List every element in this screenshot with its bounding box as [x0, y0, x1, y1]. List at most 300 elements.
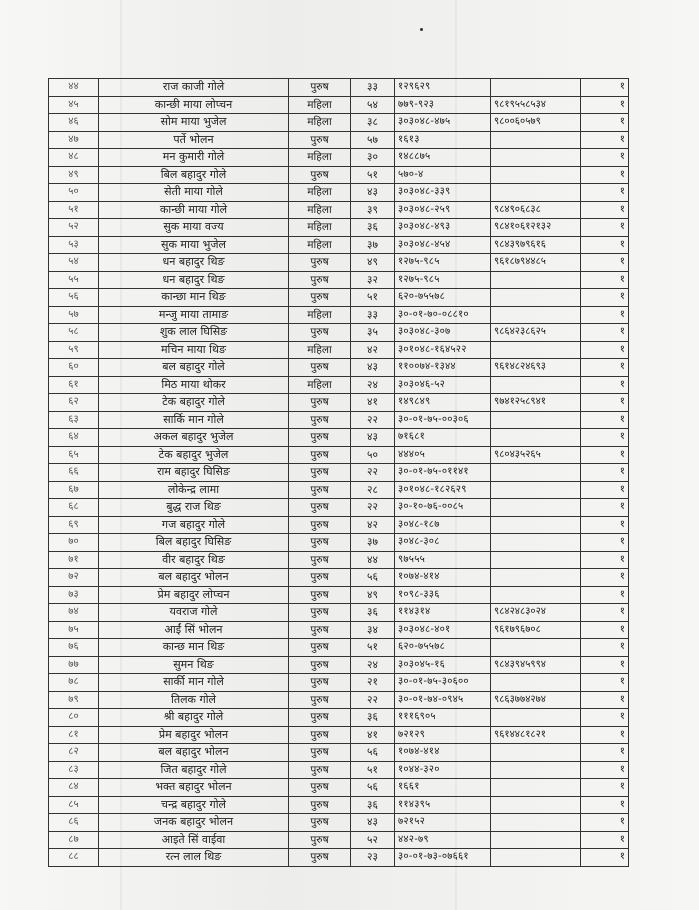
phone-number-cell: ९६१४८२४६९३ [491, 359, 581, 377]
serial-number-cell: ५७ [49, 306, 99, 324]
citizenship-number-cell: ३०३०४८-४९३ [395, 219, 491, 237]
table-row [49, 324, 629, 342]
phone-number-cell [491, 744, 581, 762]
name-cell: सुक माया भुजेल [99, 236, 289, 254]
serial-number-cell: ५३ [49, 236, 99, 254]
age-cell: ५१ [351, 639, 395, 657]
name-cell: कान्छी माया लोप्चन [99, 96, 289, 114]
age-cell: ४३ [351, 359, 395, 377]
gender-cell: पुरुष [289, 691, 351, 709]
serial-number-cell: ७६ [49, 639, 99, 657]
count-cell: १ [581, 691, 629, 709]
phone-number-cell [491, 79, 581, 97]
count-cell: १ [581, 849, 629, 867]
phone-number-cell: ९८४२४८३०२४ [491, 604, 581, 622]
citizenship-number-cell: ९७५५५ [395, 551, 491, 569]
table-row [49, 446, 629, 464]
count-cell: १ [581, 359, 629, 377]
table-row [49, 394, 629, 412]
phone-number-cell [491, 131, 581, 149]
table-row [49, 289, 629, 307]
phone-number-cell: ९८६३७७४२७४ [491, 691, 581, 709]
count-cell: १ [581, 254, 629, 272]
table-row [49, 359, 629, 377]
serial-number-cell: ७३ [49, 586, 99, 604]
serial-number-cell: ८० [49, 709, 99, 727]
citizenship-number-cell: ४४४०५ [395, 446, 491, 464]
name-cell: कान्छा मान थिङ [99, 289, 289, 307]
citizenship-number-cell: ३०३०४६-५२ [395, 376, 491, 394]
count-cell: १ [581, 184, 629, 202]
count-cell: १ [581, 656, 629, 674]
count-cell: १ [581, 744, 629, 762]
serial-number-cell: ५८ [49, 324, 99, 342]
name-cell: पर्ते भोलन [99, 131, 289, 149]
count-cell: १ [581, 376, 629, 394]
phone-number-cell [491, 761, 581, 779]
count-cell: १ [581, 79, 629, 97]
phone-number-cell [491, 464, 581, 482]
age-cell: ५४ [351, 96, 395, 114]
citizenship-number-cell: ३०-०१-७३-०७६६१ [395, 849, 491, 867]
age-cell: ५६ [351, 779, 395, 797]
serial-number-cell: ७८ [49, 674, 99, 692]
name-cell: यवराज गोले [99, 604, 289, 622]
count-cell: १ [581, 394, 629, 412]
gender-cell: पुरुष [289, 761, 351, 779]
citizenship-number-cell: ३०३०४८-४७५ [395, 114, 491, 132]
gender-cell: महिला [289, 201, 351, 219]
phone-number-cell: ९८०४३५२६५ [491, 446, 581, 464]
name-cell: सार्कि मान गोले [99, 411, 289, 429]
count-cell: १ [581, 621, 629, 639]
gender-cell: पुरुष [289, 394, 351, 412]
phone-number-cell [491, 814, 581, 832]
age-cell: ३८ [351, 114, 395, 132]
serial-number-cell: ४६ [49, 114, 99, 132]
gender-cell: महिला [289, 96, 351, 114]
serial-number-cell: ५२ [49, 219, 99, 237]
count-cell: १ [581, 569, 629, 587]
table-row [49, 744, 629, 762]
table-row [49, 534, 629, 552]
name-cell: तिलक गोले [99, 691, 289, 709]
serial-number-cell: ५१ [49, 201, 99, 219]
age-cell: २८ [351, 481, 395, 499]
count-cell: १ [581, 324, 629, 342]
phone-number-cell [491, 166, 581, 184]
gender-cell: पुरुष [289, 534, 351, 552]
gender-cell: पुरुष [289, 499, 351, 517]
serial-number-cell: ७५ [49, 621, 99, 639]
citizenship-number-cell: १०४४-३२० [395, 761, 491, 779]
phone-number-cell [491, 779, 581, 797]
gender-cell: पुरुष [289, 516, 351, 534]
table-row [49, 184, 629, 202]
phone-number-cell [491, 289, 581, 307]
gender-cell: पुरुष [289, 166, 351, 184]
age-cell: ५६ [351, 744, 395, 762]
phone-number-cell [491, 516, 581, 534]
table-row [49, 639, 629, 657]
gender-cell: पुरुष [289, 569, 351, 587]
age-cell: २४ [351, 376, 395, 394]
citizenship-number-cell: १२७५-९८५ [395, 271, 491, 289]
count-cell: १ [581, 814, 629, 832]
table-row [49, 709, 629, 727]
citizenship-number-cell: ३०-०१-७०-०८८१० [395, 306, 491, 324]
table-row [49, 656, 629, 674]
citizenship-number-cell: ३०३०४८-४५४ [395, 236, 491, 254]
citizenship-number-cell: १०९८-३३६ [395, 586, 491, 604]
citizenship-number-cell: १०७४-४१४ [395, 744, 491, 762]
phone-number-cell: ९८४९०६८३८ [491, 201, 581, 219]
age-cell: ४३ [351, 814, 395, 832]
count-cell: १ [581, 271, 629, 289]
citizenship-number-cell: ३०३०४८-३३९ [395, 184, 491, 202]
serial-number-cell: ४७ [49, 131, 99, 149]
gender-cell: पुरुष [289, 254, 351, 272]
citizenship-number-cell: ११००७४-१३४४ [395, 359, 491, 377]
name-cell: लोकेन्द्र लामा [99, 481, 289, 499]
age-cell: २३ [351, 849, 395, 867]
table-row [49, 691, 629, 709]
name-cell: आईं सिं भोलन [99, 621, 289, 639]
serial-number-cell: ७१ [49, 551, 99, 569]
age-cell: २४ [351, 656, 395, 674]
phone-number-cell [491, 271, 581, 289]
table-row [49, 569, 629, 587]
phone-number-cell [491, 376, 581, 394]
citizenship-number-cell: ३०१०४८-१८२६२९ [395, 481, 491, 499]
table-row [49, 254, 629, 272]
gender-cell: महिला [289, 236, 351, 254]
serial-number-cell: ६३ [49, 411, 99, 429]
citizenship-number-cell: १६६१ [395, 779, 491, 797]
serial-number-cell: ५६ [49, 289, 99, 307]
age-cell: ३४ [351, 621, 395, 639]
citizenship-number-cell: ७२१५२ [395, 814, 491, 832]
gender-cell: पुरुष [289, 464, 351, 482]
citizenship-number-cell: ५७०-४ [395, 166, 491, 184]
name-cell: मन कुमारी गोले [99, 149, 289, 167]
table-row [49, 306, 629, 324]
age-cell: ५६ [351, 569, 395, 587]
count-cell: १ [581, 341, 629, 359]
name-cell: राज काजी गोले [99, 79, 289, 97]
citizenship-number-cell: ३०३०४५-१६ [395, 656, 491, 674]
count-cell: १ [581, 516, 629, 534]
count-cell: १ [581, 586, 629, 604]
count-cell: १ [581, 499, 629, 517]
citizenship-number-cell: ३०३०४८-३०७ [395, 324, 491, 342]
serial-number-cell: ६४ [49, 429, 99, 447]
table-row [49, 429, 629, 447]
name-cell: सेती माया गोले [99, 184, 289, 202]
serial-number-cell: ४५ [49, 96, 99, 114]
ink-dot [420, 28, 423, 31]
name-cell: धन बहादुर थिङ [99, 254, 289, 272]
name-cell: टेक बहादुर गोले [99, 394, 289, 412]
age-cell: ३२ [351, 271, 395, 289]
citizenship-number-cell: ११४३९५ [395, 796, 491, 814]
count-cell: १ [581, 306, 629, 324]
count-cell: १ [581, 289, 629, 307]
gender-cell: पुरुष [289, 814, 351, 832]
phone-number-cell [491, 586, 581, 604]
count-cell: १ [581, 236, 629, 254]
name-cell: सुमन थिङ [99, 656, 289, 674]
gender-cell: पुरुष [289, 429, 351, 447]
serial-number-cell: ५४ [49, 254, 99, 272]
name-cell: जित बहादुर गोले [99, 761, 289, 779]
name-cell: प्रेम बहादुर भोलन [99, 726, 289, 744]
age-cell: ५७ [351, 131, 395, 149]
citizenship-number-cell: १२७५-९८५ [395, 254, 491, 272]
phone-number-cell: ९८४३९७९६१६ [491, 236, 581, 254]
citizenship-number-cell: ३०-०१-७५-०११४१ [395, 464, 491, 482]
phone-number-cell [491, 184, 581, 202]
name-cell: टेक बहादुर भुजेल [99, 446, 289, 464]
serial-number-cell: ८१ [49, 726, 99, 744]
table-row [49, 149, 629, 167]
count-cell: १ [581, 464, 629, 482]
serial-number-cell: ६१ [49, 376, 99, 394]
phone-number-cell [491, 674, 581, 692]
phone-number-cell [491, 306, 581, 324]
citizenship-number-cell: ३०-०१-७५-००३०६ [395, 411, 491, 429]
serial-number-cell: ६२ [49, 394, 99, 412]
age-cell: ४९ [351, 586, 395, 604]
serial-number-cell: ६५ [49, 446, 99, 464]
table-row [49, 341, 629, 359]
gender-cell: पुरुष [289, 446, 351, 464]
table-row [49, 411, 629, 429]
phone-number-cell: ९८४१०६१२१३२ [491, 219, 581, 237]
count-cell: १ [581, 131, 629, 149]
gender-cell: पुरुष [289, 831, 351, 849]
count-cell: १ [581, 674, 629, 692]
serial-number-cell: ७७ [49, 656, 99, 674]
name-cell: कान्छ मान थिङ [99, 639, 289, 657]
citizenship-number-cell: ३०३०४८-२५९ [395, 201, 491, 219]
serial-number-cell: ६६ [49, 464, 99, 482]
age-cell: ४१ [351, 726, 395, 744]
serial-number-cell: ४९ [49, 166, 99, 184]
serial-number-cell: ५५ [49, 271, 99, 289]
age-cell: ३६ [351, 604, 395, 622]
table-row [49, 516, 629, 534]
gender-cell: पुरुष [289, 709, 351, 727]
name-cell: शुक लाल घिसिङ [99, 324, 289, 342]
gender-cell: पुरुष [289, 656, 351, 674]
serial-number-cell: ६९ [49, 516, 99, 534]
serial-number-cell: ८६ [49, 814, 99, 832]
serial-number-cell: ५० [49, 184, 99, 202]
name-cell: प्रेम बहादुर लोप्चन [99, 586, 289, 604]
name-cell: धन बहादुर थिङ [99, 271, 289, 289]
citizenship-number-cell: १११६९०५ [395, 709, 491, 727]
citizenship-number-cell: ६२०-७५५७८ [395, 289, 491, 307]
citizenship-number-cell: १२९६२९ [395, 79, 491, 97]
count-cell: १ [581, 149, 629, 167]
citizenship-number-cell: ३०३०४८-४०१ [395, 621, 491, 639]
count-cell: १ [581, 709, 629, 727]
gender-cell: पुरुष [289, 674, 351, 692]
phone-number-cell: ९८४३९४५९९४ [491, 656, 581, 674]
count-cell: १ [581, 411, 629, 429]
table-row [49, 219, 629, 237]
serial-number-cell: ५९ [49, 341, 99, 359]
gender-cell: महिला [289, 376, 351, 394]
age-cell: २२ [351, 691, 395, 709]
serial-number-cell: ६० [49, 359, 99, 377]
table-row [49, 849, 629, 867]
name-cell: बल बहादुर भोलन [99, 744, 289, 762]
table-row [49, 499, 629, 517]
gender-cell: पुरुष [289, 271, 351, 289]
phone-number-cell [491, 341, 581, 359]
table-row [49, 114, 629, 132]
count-cell: १ [581, 551, 629, 569]
count-cell: १ [581, 726, 629, 744]
name-cell: मिठ माया थोकर [99, 376, 289, 394]
age-cell: ४३ [351, 184, 395, 202]
name-cell: राम बहादुर घिसिङ [99, 464, 289, 482]
age-cell: ५० [351, 446, 395, 464]
age-cell: ३७ [351, 236, 395, 254]
count-cell: १ [581, 166, 629, 184]
age-cell: ३६ [351, 219, 395, 237]
gender-cell: पुरुष [289, 849, 351, 867]
name-cell: अकल बहादुर भुजेल [99, 429, 289, 447]
count-cell: १ [581, 429, 629, 447]
gender-cell: पुरुष [289, 411, 351, 429]
count-cell: १ [581, 831, 629, 849]
name-cell: जनक बहादुर भोलन [99, 814, 289, 832]
table-row [49, 481, 629, 499]
age-cell: ३९ [351, 201, 395, 219]
gender-cell: महिला [289, 184, 351, 202]
gender-cell: पुरुष [289, 586, 351, 604]
serial-number-cell: ८८ [49, 849, 99, 867]
citizenship-number-cell: ६२०-७५५७८ [395, 639, 491, 657]
table-row [49, 761, 629, 779]
age-cell: ४१ [351, 394, 395, 412]
age-cell: ३५ [351, 324, 395, 342]
gender-cell: पुरुष [289, 744, 351, 762]
name-cell: कान्छी माया गोले [99, 201, 289, 219]
phone-number-cell: ९८६४२३८६२५ [491, 324, 581, 342]
table-row [49, 779, 629, 797]
gender-cell: पुरुष [289, 131, 351, 149]
name-cell: वीर बहादुर थिङ [99, 551, 289, 569]
citizenship-number-cell: ४४२-७९ [395, 831, 491, 849]
citizenship-number-cell: ३०१०४८-१६४५२२ [395, 341, 491, 359]
gender-cell: पुरुष [289, 639, 351, 657]
table-row [49, 376, 629, 394]
table-row [49, 551, 629, 569]
phone-number-cell: ९६१८७९४४८५ [491, 254, 581, 272]
table-row [49, 621, 629, 639]
serial-number-cell: ७९ [49, 691, 99, 709]
name-cell: मचिन माया थिङ [99, 341, 289, 359]
age-cell: ४२ [351, 341, 395, 359]
count-cell: १ [581, 639, 629, 657]
age-cell: २१ [351, 674, 395, 692]
table-row [49, 166, 629, 184]
citizenship-number-cell: ७१६८१ [395, 429, 491, 447]
gender-cell: पुरुष [289, 796, 351, 814]
phone-number-cell: ९८००६०५७९ [491, 114, 581, 132]
gender-cell: महिला [289, 219, 351, 237]
phone-number-cell [491, 849, 581, 867]
age-cell: ३६ [351, 796, 395, 814]
table-row [49, 604, 629, 622]
table-row [49, 79, 629, 97]
gender-cell: महिला [289, 306, 351, 324]
name-cell: सार्की मान गोले [99, 674, 289, 692]
name-cell: बिल बहादुर घिसिङ [99, 534, 289, 552]
count-cell: १ [581, 219, 629, 237]
gender-cell: पुरुष [289, 551, 351, 569]
phone-number-cell [491, 534, 581, 552]
serial-number-cell: ४४ [49, 79, 99, 97]
gender-cell: पुरुष [289, 289, 351, 307]
name-cell: बुद्ध राज थिङ [99, 499, 289, 517]
citizenship-number-cell: ३०४८-१८७ [395, 516, 491, 534]
age-cell: २२ [351, 464, 395, 482]
citizenship-number-cell: १४९८४९ [395, 394, 491, 412]
name-cell: गज बहादुर गोले [99, 516, 289, 534]
count-cell: १ [581, 114, 629, 132]
count-cell: १ [581, 446, 629, 464]
age-cell: ३० [351, 149, 395, 167]
serial-number-cell: ८७ [49, 831, 99, 849]
phone-number-cell [491, 709, 581, 727]
citizenship-number-cell: ३०-०१-७५-३०६०० [395, 674, 491, 692]
citizenship-number-cell: ३०४८-३०८ [395, 534, 491, 552]
table-row [49, 796, 629, 814]
citizenship-number-cell: ७७९-९२३ [395, 96, 491, 114]
count-cell: १ [581, 604, 629, 622]
serial-number-cell: ६८ [49, 499, 99, 517]
table-row [49, 131, 629, 149]
phone-number-cell [491, 149, 581, 167]
phone-number-cell [491, 481, 581, 499]
age-cell: ३३ [351, 306, 395, 324]
name-cell: श्री बहादुर गोले [99, 709, 289, 727]
table-row [49, 464, 629, 482]
phone-number-cell [491, 429, 581, 447]
serial-number-cell: ८५ [49, 796, 99, 814]
table-body [49, 79, 629, 867]
phone-number-cell: ९८१९५५८५३४ [491, 96, 581, 114]
age-cell: ४४ [351, 551, 395, 569]
citizenship-number-cell: ११४३१४ [395, 604, 491, 622]
count-cell: १ [581, 761, 629, 779]
serial-number-cell: ७० [49, 534, 99, 552]
phone-number-cell [491, 639, 581, 657]
age-cell: ३३ [351, 79, 395, 97]
table-row [49, 201, 629, 219]
citizenship-number-cell: ३०-०१-७४-०९४५ [395, 691, 491, 709]
age-cell: ५१ [351, 761, 395, 779]
phone-number-cell: ९७४१२५८९४१ [491, 394, 581, 412]
gender-cell: महिला [289, 341, 351, 359]
name-cell: भक्त बहादुर भोलन [99, 779, 289, 797]
phone-number-cell [491, 831, 581, 849]
